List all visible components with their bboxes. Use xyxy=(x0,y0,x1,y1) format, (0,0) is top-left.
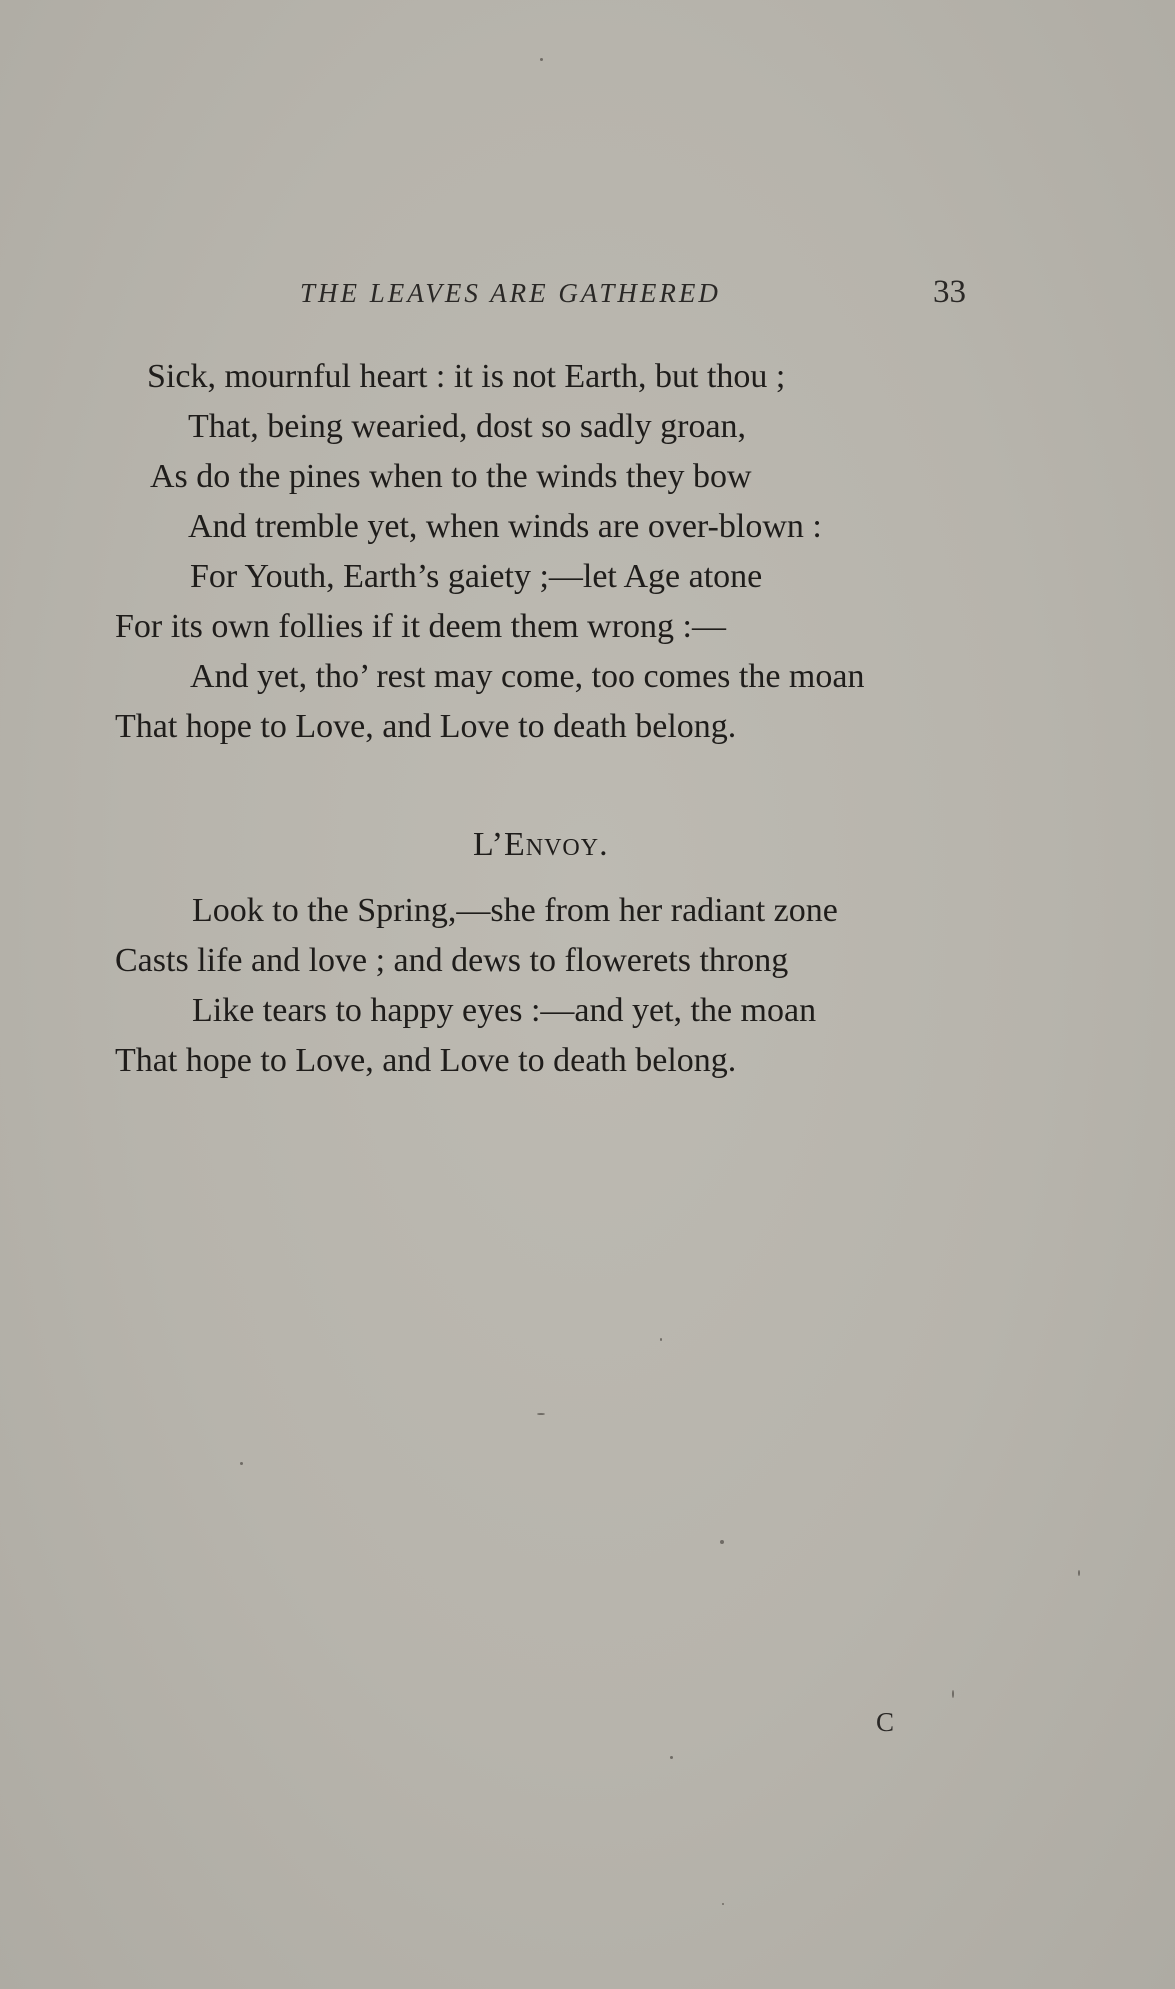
poem-line: And yet, tho’ rest may come, too comes the moan xyxy=(190,658,865,695)
paper-speck xyxy=(720,1540,724,1544)
paper-speck xyxy=(670,1756,673,1759)
poem-line: For Youth, Earth’s gaiety ;—let Age atone xyxy=(190,558,763,595)
page-number: 33 xyxy=(933,274,966,310)
poem-line: And tremble yet, when winds are over-blown : xyxy=(188,508,822,545)
paper-speck xyxy=(537,1413,545,1415)
poem-line: That hope to Love, and Love to death belong. xyxy=(115,708,737,745)
paper-speck xyxy=(1078,1570,1080,1576)
paper-speck xyxy=(952,1690,954,1698)
paper-speck xyxy=(540,58,543,61)
poem-line: Sick, mournful heart : it is not Earth, but thou ; xyxy=(147,358,786,395)
running-title: THE LEAVES ARE GATHERED xyxy=(300,278,721,308)
envoy-heading: L’Envoy. xyxy=(473,826,609,863)
paper-speck xyxy=(660,1338,662,1341)
envoy-line: Like tears to happy eyes :—and yet, the moan xyxy=(192,992,817,1029)
paper-speck xyxy=(240,1462,243,1465)
signature-mark: C xyxy=(876,1707,895,1737)
envoy-line: Casts life and love ; and dews to flowerets throng xyxy=(115,942,789,979)
envoy-line: That hope to Love, and Love to death belong. xyxy=(115,1042,737,1079)
poem-line: As do the pines when to the winds they bow xyxy=(150,458,752,495)
envoy-line: Look to the Spring,—she from her radiant zone xyxy=(192,892,838,929)
poem-line: That, being wearied, dost so sadly groan, xyxy=(188,408,747,445)
poem-line: For its own follies if it deem them wrong :— xyxy=(115,608,726,645)
paper-speck xyxy=(722,1903,724,1905)
